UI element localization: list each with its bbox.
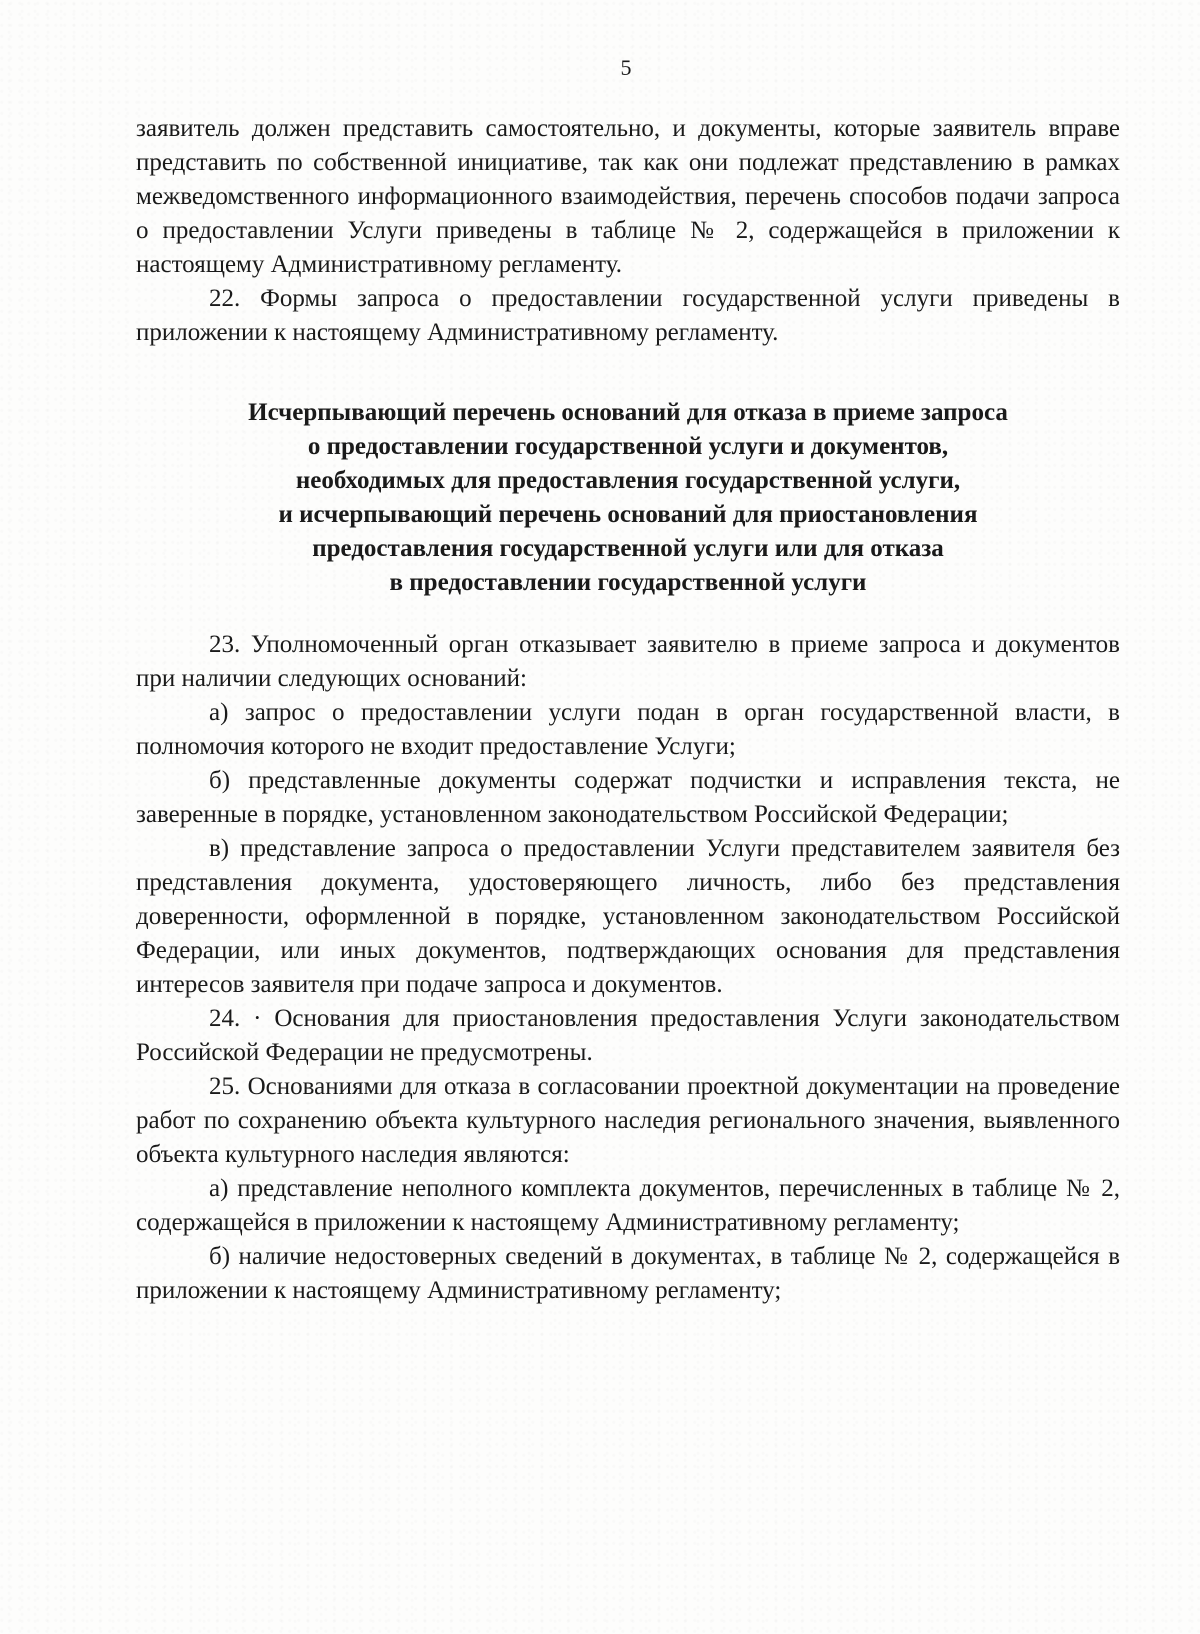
document-body [136,112,1120,1308]
heading-line: о предоставлении государственной услуги и документов, [307,433,949,460]
paragraph-25-b: б) наличие недостоверных сведений в документах, в таблице № 2, содержащейся в приложении к настоящему Административному регламенту; [136,1243,1120,1304]
page-number: 5 [620,55,632,80]
section-heading [136,396,1120,600]
paragraph-23-b: б) представленные документы содержат подчистки и исправления текста, не заверенные в порядке, установленном законодательством Российской Федерации; [136,767,1120,828]
paragraph-23-a: а) запрос о предоставлении услуги подан в орган государственной власти, в полномочия которого не входит предоставление Услуги; [136,699,1120,760]
heading-line: в предоставлении государственной услуги [389,569,867,596]
heading-line: предоставления государственной услуги или для отказа [312,535,944,562]
paragraph-25-a: а) представление неполного комплекта документов, перечисленных в таблице № 2, содержащейся в приложении к настоящему Административному регламенту; [136,1175,1120,1236]
heading-line: Исчерпывающий перечень оснований для отказа в приеме запроса [248,399,1008,426]
heading-line: и исчерпывающий перечень оснований для приостановления [278,501,978,528]
paragraph-23-v: в) представление запроса о предоставлении Услуги представителем заявителя без представления документа, удостоверяющего личность, либо без представления доверенности, оформленной в порядке, установленном законодательством Российской Федерации, или иных документов, подтверждающих основания для представления интересов заявителя при подаче запроса и документов. [136,835,1120,998]
paragraph-continuation: заявитель должен представить самостоятельно, и документы, которые заявитель вправе представить по собственной инициативе, так как они подлежат представлению в рамках межведомственного информационного взаимодействия, перечень способов подачи запроса о предоставлении Услуги приведены в таблице № 2, содержащейся в приложении к настоящему Административному регламенту. [136,115,1120,278]
paragraph-22: 22. Формы запроса о предоставлении государственной услуги приведены в приложении к настоящему Административному регламенту. [136,285,1120,346]
heading-line: необходимых для предоставления государственной услуги, [295,467,961,494]
paragraph-24: 24. · Основания для приостановления предоставления Услуги законодательством Российской Федерации не предусмотрены. [136,1005,1120,1066]
paragraph-25: 25. Основаниями для отказа в согласовании проектной документации на проведение работ по сохранению объекта культурного наследия регионального значения, выявленного объекта культурного наследия являются: [136,1073,1120,1168]
paragraph-23: 23. Уполномоченный орган отказывает заявителю в приеме запроса и документов при наличии следующих оснований: [136,631,1120,692]
